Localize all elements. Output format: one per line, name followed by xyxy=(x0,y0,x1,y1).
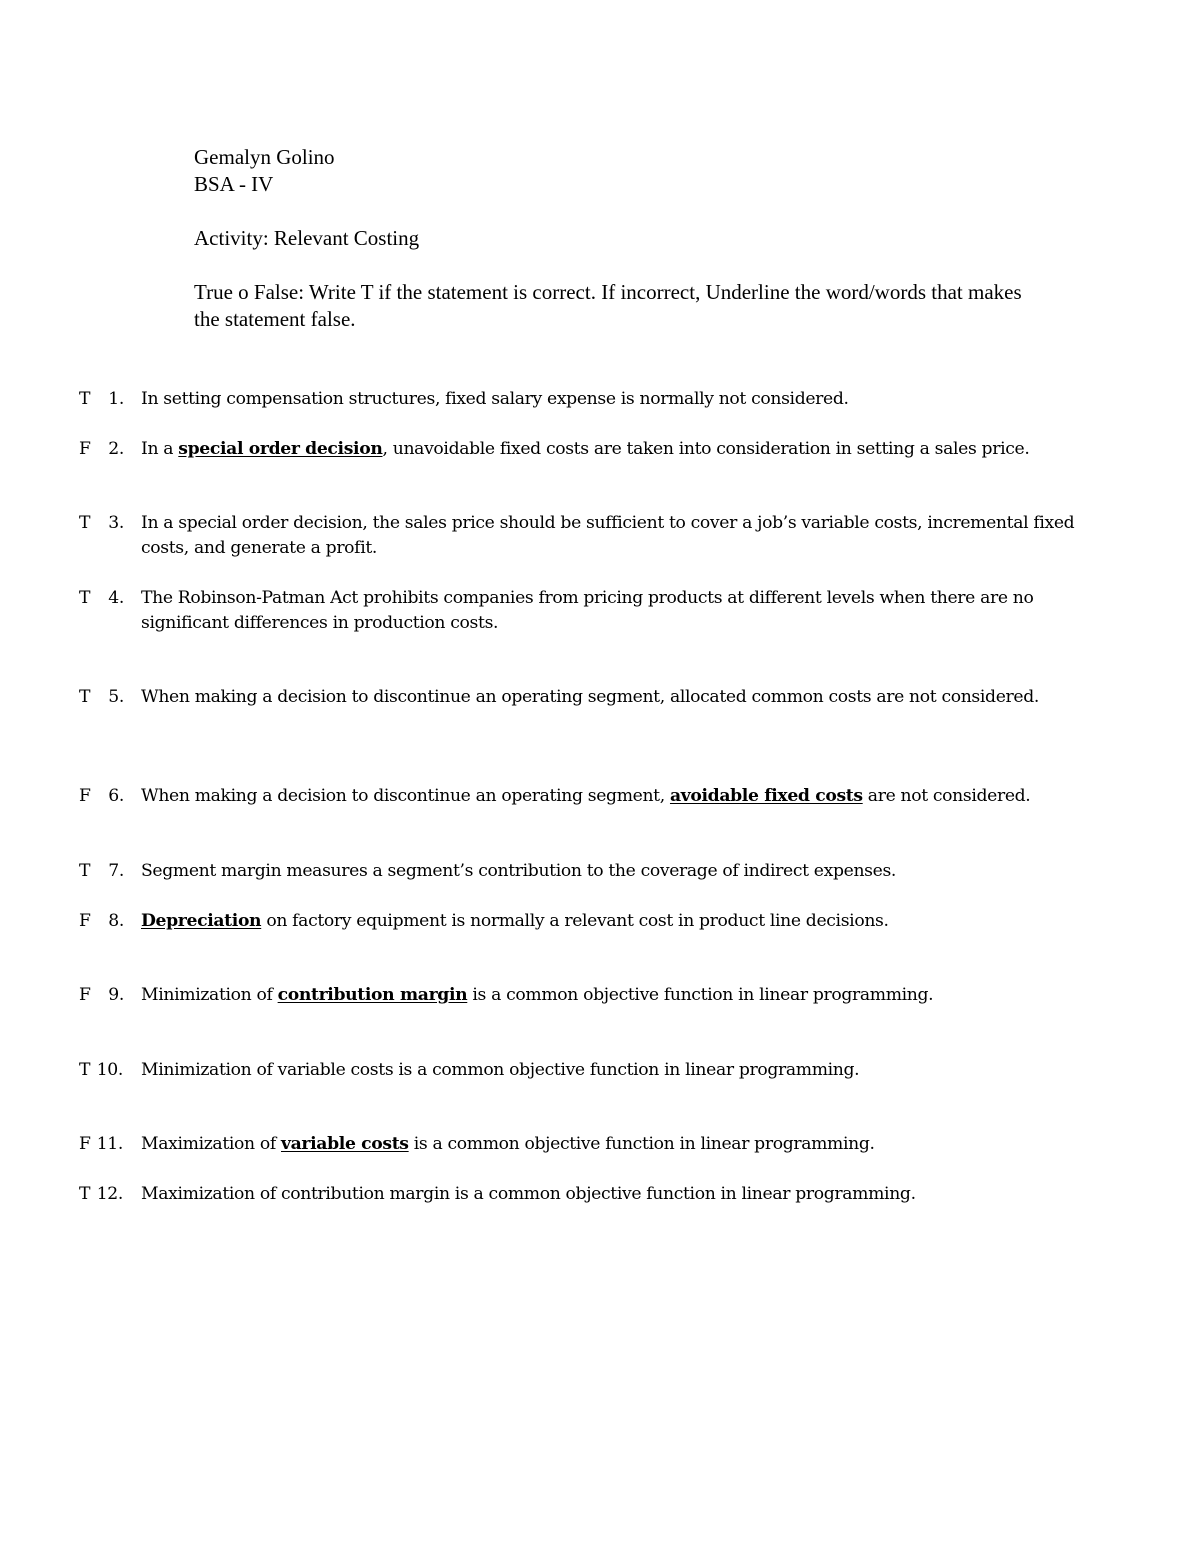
underlined-word: variable costs xyxy=(281,1134,409,1154)
statement-text xyxy=(141,511,1076,561)
answer-mark: F xyxy=(79,1134,91,1154)
student-name: Gemalyn Golino xyxy=(194,145,335,169)
item-number: 6. xyxy=(108,786,124,806)
statement-text xyxy=(141,586,1076,636)
item-number: 8. xyxy=(108,911,124,931)
underlined-word: contribution margin xyxy=(277,985,468,1005)
statement-fragment: Minimization of xyxy=(141,985,278,1005)
statement-text xyxy=(141,1182,1076,1207)
statement-fragment: are not considered. xyxy=(862,786,1031,806)
item-number: 12. xyxy=(96,1184,123,1204)
item-number: 7. xyxy=(108,861,124,881)
statement-text xyxy=(141,859,1076,884)
answer-mark: T xyxy=(79,1060,91,1080)
statement-fragment: on factory equipment is normally a relevant cost in product line decisions. xyxy=(261,911,889,931)
statement-text xyxy=(141,1058,1076,1083)
statement-text xyxy=(141,387,1076,412)
statement-text xyxy=(141,983,1076,1008)
answer-mark: T xyxy=(79,861,91,881)
statement-text xyxy=(141,685,1076,710)
statement-text xyxy=(141,1132,1076,1157)
underlined-word: special order decision xyxy=(178,439,383,459)
statement-fragment: In a xyxy=(141,439,179,459)
item-number: 2. xyxy=(108,439,124,459)
statement-fragment: Maximization of xyxy=(141,1134,281,1154)
answer-mark: F xyxy=(79,911,91,931)
statement-text xyxy=(141,909,1076,934)
statement-fragment: When making a decision to discontinue an operating segment, allocated common costs are not considered. xyxy=(141,687,1039,707)
answer-mark: T xyxy=(79,588,91,608)
item-number: 11. xyxy=(96,1134,123,1154)
statement-fragment: is a common objective function in linear programming. xyxy=(467,985,934,1005)
statement-text xyxy=(141,437,1076,462)
instructions: True o False: Write T if the statement is correct. If incorrect, Underline the word/words that makes the statement false. xyxy=(194,280,1022,331)
underlined-word: avoidable fixed costs xyxy=(669,786,863,806)
statement-text xyxy=(141,784,1076,809)
statement-fragment: is a common objective function in linear programming. xyxy=(408,1134,875,1154)
item-number: 9. xyxy=(108,985,124,1005)
item-number: 10. xyxy=(96,1060,123,1080)
activity-title: Activity: Relevant Costing xyxy=(194,226,420,250)
document-header xyxy=(194,144,1054,333)
item-number: 5. xyxy=(108,687,124,707)
answer-mark: F xyxy=(79,786,91,806)
statement-fragment: In a special order decision, the sales price should be sufficient to cover a job’s variable costs, incremental fixed costs, and generate a profit. xyxy=(141,513,1075,558)
item-number: 1. xyxy=(108,389,124,409)
student-course: BSA - IV xyxy=(194,172,274,196)
statement-fragment: The Robinson-Patman Act prohibits companies from pricing products at different levels when there are no significant differences in production costs. xyxy=(141,588,1034,633)
answer-mark: T xyxy=(79,389,91,409)
item-number: 4. xyxy=(108,588,124,608)
underlined-word: Depreciation xyxy=(141,911,262,931)
answer-mark: F xyxy=(79,439,91,459)
statement-fragment: , unavoidable fixed costs are taken into consideration in setting a sales price. xyxy=(382,439,1030,459)
answer-mark: T xyxy=(79,687,91,707)
statement-fragment: Minimization of variable costs is a common objective function in linear programming. xyxy=(141,1060,860,1080)
statement-fragment: Segment margin measures a segment’s contribution to the coverage of indirect expenses. xyxy=(141,861,897,881)
statement-fragment: In setting compensation structures, fixed salary expense is normally not considered. xyxy=(141,389,849,409)
answer-mark: T xyxy=(79,1184,91,1204)
answer-mark: T xyxy=(79,513,91,533)
answer-mark: F xyxy=(79,985,91,1005)
item-number: 3. xyxy=(108,513,124,533)
statement-fragment: Maximization of contribution margin is a common objective function in linear programming. xyxy=(141,1184,916,1204)
statement-fragment: When making a decision to discontinue an operating segment, xyxy=(141,786,670,806)
